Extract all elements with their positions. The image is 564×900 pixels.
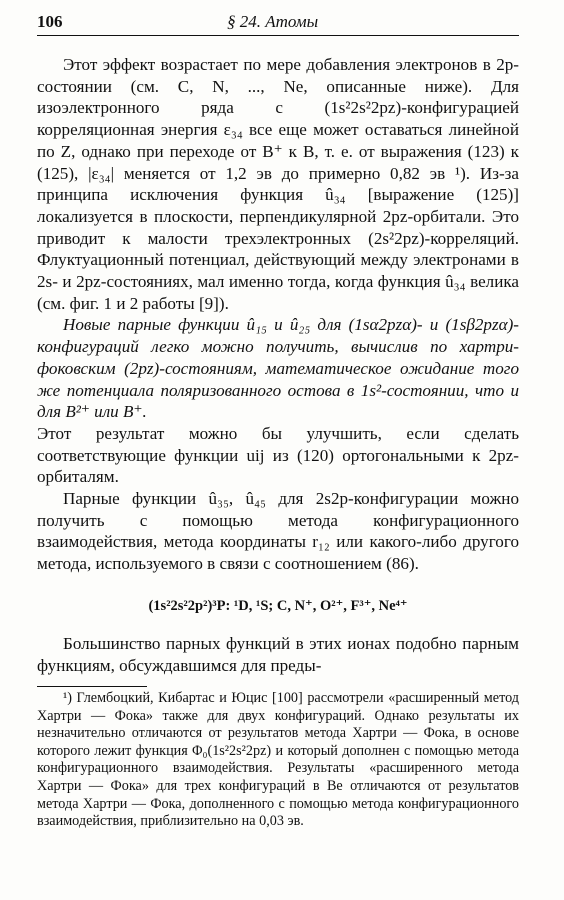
section-heading: (1s²2s²2p²)³P: ¹D, ¹S; C, N⁺, O²⁺, F³⁺, Ne⁴⁺ bbox=[148, 598, 408, 614]
paragraph-1: Этот эффект возрастает по мере добавления электронов в 2p-состоянии (см. C, N, ..., Ne, описанные ниже). Для изоэлектронного ряда с (1s²2s²2pz)-конфигурацией корреляционная энергия ε₃₄ все еще может оставаться линейной по Z, однако при переходе от B⁺ к B, т. е. от выражения (123) к (125), |ε₃₄| меняется от 1,2 эв до примерно 0,82 эв ¹). Из-за принципа исключения функция û₃₄ [выражение (125)] локализуется в плоскости, перпендикулярной 2pz-орбитали. Это приводит к малости трехэлектронных (2s²2pz)-корреляций. Флуктуационный потенциал, действующий между электронами в 2s- и 2pz-состояниях, мал именно тогда, когда функция û₃₄ велика (см. фиг. 1 и 2 работы [9]). bbox=[37, 55, 519, 313]
main-text bbox=[37, 54, 519, 575]
footnote bbox=[37, 690, 519, 831]
footnote-rule bbox=[37, 686, 147, 687]
paragraph-3: Этот результат можно бы улучшить, если сделать соответствующие функции uij из (120) ортогональными к 2pz-орбиталям. bbox=[37, 423, 519, 487]
footnote-text: ¹) Глембоцкий, Кибартас и Юцис [100] рассмотрели «расширенный метод Хартри — Фока» также для двух конфигураций. Однако результаты их незначительно отличаются от результатов метода Хартри — Фока, в основе которого лежит функция Φ₀(1s²2s²2pz) и который дополнен с помощью метода конфигурационного взаимодействия. Результаты «расширенного метода Хартри — Фока» для трех конфигураций в Be отличаются от результатов метода Хартри — Фока, дополненного с помощью метода конфигурационного взаимодействия, приблизительно на 0,03 эв. bbox=[37, 690, 519, 830]
paragraph-5: Большинство парных функций в этих ионах подобно парным функциям, обсуждавшимся для преды- bbox=[37, 634, 519, 675]
page-header bbox=[37, 8, 517, 36]
header-rule bbox=[37, 35, 519, 36]
page-number: 106 bbox=[37, 12, 63, 31]
main-text-continued bbox=[37, 633, 519, 676]
paragraph-2-italic: Новые парные функции û₁₅ и û₂₅ для (1sα2pzα)- и (1sβ2pzα)-конфигураций легко можно получить, вычислив по хартри-фоковским (2pz)-состояниям, математическое ожидание того же потенциала поляризованного остова в 1s²-состоянии, что и для B²⁺ или B⁺. bbox=[37, 315, 519, 422]
running-title: § 24. Атомы bbox=[227, 12, 319, 31]
paragraph-4: Парные функции û₃₅, û₄₅ для 2s2p-конфигурации можно получить с помощью метода конфигурационного взаимодействия, метода координаты r₁₂ или какого-либо другого метода, используемого в связи с соотношением (86). bbox=[37, 489, 519, 574]
